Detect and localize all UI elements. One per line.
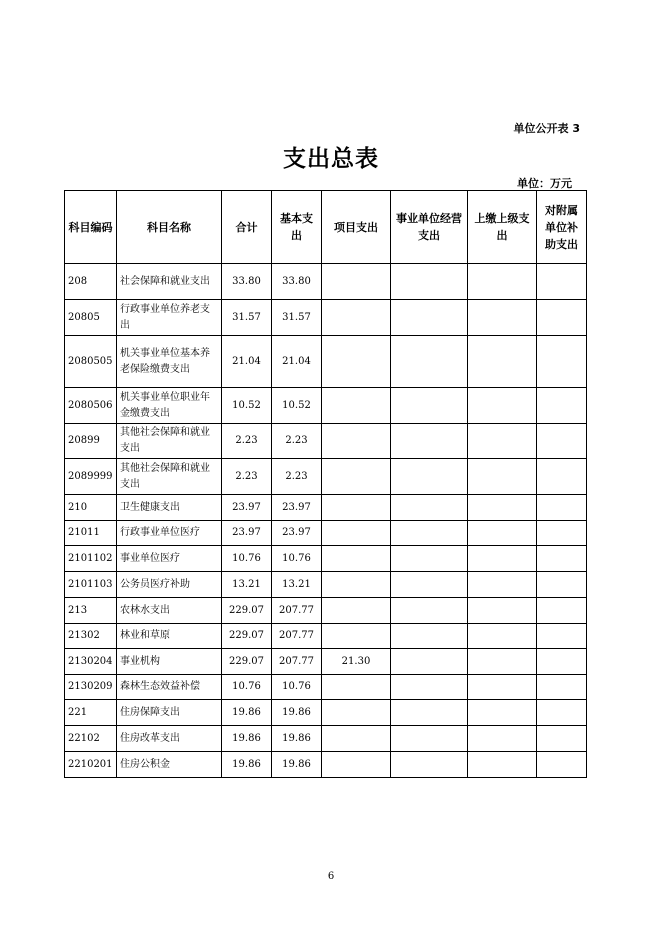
table-row — [65, 624, 587, 649]
cell-business — [391, 388, 468, 424]
cell-project — [322, 424, 391, 459]
cell-total: 19.86 — [222, 700, 272, 726]
cell-name: 卫生健康支出 — [117, 495, 222, 521]
cell-subsidy — [537, 388, 587, 424]
cell-upper — [468, 336, 537, 388]
cell-basic: 19.86 — [272, 752, 322, 778]
cell-code: 2080505 — [65, 336, 117, 388]
cell-business — [391, 700, 468, 726]
cell-basic: 19.86 — [272, 700, 322, 726]
header-name: 科目名称 — [117, 191, 222, 264]
table-header-row — [65, 191, 587, 264]
cell-total: 2.23 — [222, 459, 272, 495]
cell-name: 住房改革支出 — [117, 726, 222, 752]
cell-code: 20899 — [65, 424, 117, 459]
cell-code: 2101102 — [65, 546, 117, 572]
cell-upper — [468, 459, 537, 495]
cell-name: 住房保障支出 — [117, 700, 222, 726]
cell-basic: 23.97 — [272, 521, 322, 546]
cell-business — [391, 459, 468, 495]
cell-total: 229.07 — [222, 649, 272, 675]
cell-code: 2101103 — [65, 572, 117, 598]
cell-business — [391, 300, 468, 336]
cell-business — [391, 572, 468, 598]
header-upper: 上缴上级支出 — [468, 191, 537, 264]
cell-project — [322, 675, 391, 700]
cell-basic: 2.23 — [272, 459, 322, 495]
cell-basic: 10.76 — [272, 675, 322, 700]
cell-total: 33.80 — [222, 264, 272, 300]
table-row — [65, 495, 587, 521]
cell-basic: 23.97 — [272, 495, 322, 521]
cell-project — [322, 495, 391, 521]
cell-subsidy — [537, 521, 587, 546]
cell-name: 其他社会保障和就业支出 — [117, 424, 222, 459]
cell-business — [391, 752, 468, 778]
cell-total: 10.76 — [222, 546, 272, 572]
cell-basic: 21.04 — [272, 336, 322, 388]
header-business: 事业单位经营支出 — [391, 191, 468, 264]
cell-subsidy — [537, 700, 587, 726]
cell-subsidy — [537, 300, 587, 336]
table-row — [65, 572, 587, 598]
cell-project — [322, 726, 391, 752]
cell-total: 10.76 — [222, 675, 272, 700]
table-row — [65, 300, 587, 336]
cell-code: 22102 — [65, 726, 117, 752]
cell-total: 31.57 — [222, 300, 272, 336]
cell-basic: 207.77 — [272, 598, 322, 624]
cell-project — [322, 388, 391, 424]
cell-code: 20805 — [65, 300, 117, 336]
cell-subsidy — [537, 649, 587, 675]
cell-upper — [468, 264, 537, 300]
cell-total: 19.86 — [222, 752, 272, 778]
cell-upper — [468, 649, 537, 675]
cell-project — [322, 572, 391, 598]
cell-upper — [468, 675, 537, 700]
cell-business — [391, 495, 468, 521]
cell-project — [322, 624, 391, 649]
header-subsidy: 对附属单位补助支出 — [537, 191, 587, 264]
cell-name: 行政事业单位养老支出 — [117, 300, 222, 336]
cell-business — [391, 598, 468, 624]
cell-business — [391, 424, 468, 459]
cell-total: 229.07 — [222, 624, 272, 649]
header-total: 合计 — [222, 191, 272, 264]
cell-project — [322, 264, 391, 300]
table-row — [65, 546, 587, 572]
cell-total: 229.07 — [222, 598, 272, 624]
cell-subsidy — [537, 726, 587, 752]
cell-project — [322, 700, 391, 726]
cell-subsidy — [537, 424, 587, 459]
cell-name: 森林生态效益补偿 — [117, 675, 222, 700]
cell-business — [391, 546, 468, 572]
cell-subsidy — [537, 459, 587, 495]
cell-total: 23.97 — [222, 521, 272, 546]
page-title: 支出总表 — [283, 146, 379, 172]
unit-label: 单位：万元 — [517, 177, 572, 190]
cell-name: 机关事业单位职业年金缴费支出 — [117, 388, 222, 424]
cell-upper — [468, 624, 537, 649]
cell-project — [322, 300, 391, 336]
cell-name: 住房公积金 — [117, 752, 222, 778]
cell-code: 210 — [65, 495, 117, 521]
table-row — [65, 336, 587, 388]
table-row — [65, 700, 587, 726]
cell-upper — [468, 598, 537, 624]
cell-upper — [468, 572, 537, 598]
cell-basic: 207.77 — [272, 624, 322, 649]
cell-upper — [468, 726, 537, 752]
cell-basic: 31.57 — [272, 300, 322, 336]
cell-basic: 10.76 — [272, 546, 322, 572]
cell-name: 林业和草原 — [117, 624, 222, 649]
cell-subsidy — [537, 752, 587, 778]
cell-basic: 207.77 — [272, 649, 322, 675]
cell-upper — [468, 700, 537, 726]
cell-business — [391, 624, 468, 649]
cell-business — [391, 521, 468, 546]
cell-business — [391, 336, 468, 388]
cell-code: 2130209 — [65, 675, 117, 700]
table-row — [65, 264, 587, 300]
header-project: 项目支出 — [322, 191, 391, 264]
cell-subsidy — [537, 572, 587, 598]
cell-code: 208 — [65, 264, 117, 300]
cell-code: 21302 — [65, 624, 117, 649]
header-basic: 基本支出 — [272, 191, 322, 264]
cell-project — [322, 752, 391, 778]
cell-total: 10.52 — [222, 388, 272, 424]
cell-name: 事业机构 — [117, 649, 222, 675]
cell-subsidy — [537, 546, 587, 572]
cell-code: 2089999 — [65, 459, 117, 495]
cell-code: 221 — [65, 700, 117, 726]
cell-project — [322, 459, 391, 495]
cell-name: 公务员医疗补助 — [117, 572, 222, 598]
table-row — [65, 598, 587, 624]
cell-upper — [468, 388, 537, 424]
cell-project: 21.30 — [322, 649, 391, 675]
cell-upper — [468, 300, 537, 336]
cell-name: 行政事业单位医疗 — [117, 521, 222, 546]
cell-subsidy — [537, 336, 587, 388]
cell-basic: 10.52 — [272, 388, 322, 424]
cell-name: 事业单位医疗 — [117, 546, 222, 572]
cell-basic: 33.80 — [272, 264, 322, 300]
cell-name: 机关事业单位基本养老保险缴费支出 — [117, 336, 222, 388]
cell-basic: 19.86 — [272, 726, 322, 752]
table-row — [65, 649, 587, 675]
cell-project — [322, 546, 391, 572]
table-row — [65, 726, 587, 752]
cell-business — [391, 726, 468, 752]
cell-subsidy — [537, 264, 587, 300]
cell-subsidy — [537, 598, 587, 624]
table-row — [65, 459, 587, 495]
cell-name: 其他社会保障和就业支出 — [117, 459, 222, 495]
cell-code: 2130204 — [65, 649, 117, 675]
cell-subsidy — [537, 675, 587, 700]
table-row — [65, 424, 587, 459]
cell-upper — [468, 521, 537, 546]
cell-basic: 2.23 — [272, 424, 322, 459]
cell-upper — [468, 424, 537, 459]
cell-code: 2080506 — [65, 388, 117, 424]
cell-project — [322, 598, 391, 624]
table-code-label: 单位公开表 3 — [513, 122, 580, 135]
table-row — [65, 521, 587, 546]
cell-business — [391, 675, 468, 700]
cell-total: 21.04 — [222, 336, 272, 388]
header-code: 科目编码 — [65, 191, 117, 264]
cell-name: 农林水支出 — [117, 598, 222, 624]
cell-project — [322, 521, 391, 546]
cell-project — [322, 336, 391, 388]
cell-subsidy — [537, 495, 587, 521]
cell-total: 23.97 — [222, 495, 272, 521]
cell-total: 19.86 — [222, 726, 272, 752]
cell-total: 2.23 — [222, 424, 272, 459]
cell-business — [391, 264, 468, 300]
cell-upper — [468, 495, 537, 521]
cell-business — [391, 649, 468, 675]
cell-subsidy — [537, 624, 587, 649]
page-number: 6 — [327, 871, 335, 882]
expenditure-table — [64, 190, 587, 778]
cell-basic: 13.21 — [272, 572, 322, 598]
cell-upper — [468, 546, 537, 572]
table-row — [65, 388, 587, 424]
cell-name: 社会保障和就业支出 — [117, 264, 222, 300]
table-row — [65, 675, 587, 700]
cell-code: 213 — [65, 598, 117, 624]
cell-code: 21011 — [65, 521, 117, 546]
table-row — [65, 752, 587, 778]
cell-code: 2210201 — [65, 752, 117, 778]
cell-total: 13.21 — [222, 572, 272, 598]
cell-upper — [468, 752, 537, 778]
